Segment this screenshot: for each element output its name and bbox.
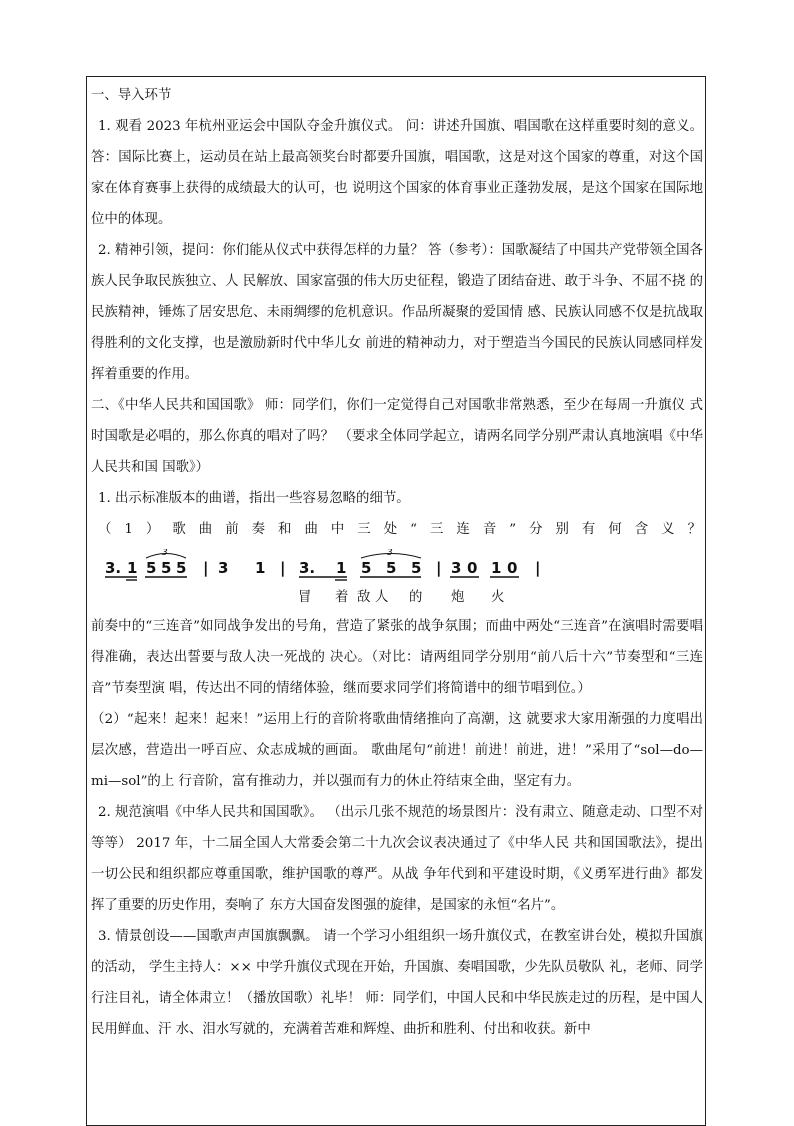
score-lyric: 炮 bbox=[451, 590, 465, 605]
question-1: （1）歌曲前奏和曲中三处“三连音”分别有何含义？ bbox=[98, 522, 703, 537]
score-note: 5 bbox=[361, 559, 372, 577]
score-note: 3. bbox=[105, 559, 122, 577]
paragraph-3: 1. 出示标准版本的曲谱，指出一些容易忽略的细节。 bbox=[98, 491, 410, 506]
score-note: 5 bbox=[146, 559, 157, 577]
score-lyric: 火 bbox=[491, 590, 505, 605]
score-lyric: 敌 bbox=[357, 590, 371, 605]
score-note: 0 bbox=[507, 559, 518, 577]
score-note: 1 bbox=[255, 559, 266, 577]
paragraph-1: 1. 观看 2023 年杭州亚运会中国队夺金升旗仪式。 问：讲述升国旗、唱国歌在这样重要时刻的意义。 答：国际比赛上，运动员在站上最高领奖台时都要升国旗，唱国歌，这是对这个国家的尊重，对这个国家在体育赛事上获得的成绩最大的认可，也 说明这个国家的体育事业正蓬勃发展，是这个国家在国际地位中的体现。 bbox=[91, 119, 703, 227]
score-note: 3. bbox=[299, 559, 316, 577]
paragraph-5: （2）“起来！起来！起来！”运用上行的音阶将歌曲情绪推向了高潮，这 就要求大家用渐强的力度唱出层次感，营造出一呼百应、众志成城的画面。 歌曲尾句“前进！前进！前进，进！”采用了“sol—do—mi—sol”的上 行音阶，富有推动力，并以强而有力的休止符结束全曲，坚定有力。 bbox=[91, 712, 703, 789]
score-lyric: 着 bbox=[335, 590, 349, 605]
section-title-anthem: 二、《中华人民共和国国歌》 师：同学们，你们一定觉得自己对国歌非常熟悉，至少在每周一升旗仪 式时国歌是必唱的，那么你真的唱对了吗？ （要求全体同学起立，请两名同学分别严肃认真地演唱《中华人民共和国 国歌》） bbox=[91, 398, 703, 475]
paragraph-6: 2. 规范演唱《中华人民共和国国歌》。 （出示几张不规范的场景图片：没有肃立、随意走动、口型不对等等） 2017 年，十二届全国人大常委会第二十九次会议表决通过了《中华人民 共和国国歌法》，提出一切公民和组织都应尊重国歌，维护国歌的尊严。从战 争年代到和平建设时期，《义勇军进行曲》都发挥了重要的历史作用，奏响了 东方大国奋发图强的旋律，是国家的永恒“名片”。 bbox=[91, 805, 703, 913]
score-note: 5 bbox=[176, 559, 187, 577]
score-barline: | bbox=[203, 559, 209, 577]
score-lyric: 人 bbox=[375, 590, 389, 605]
score-barline: | bbox=[535, 559, 541, 577]
paragraph-2: 2. 精神引领，提问：你们能从仪式中获得怎样的力量？ 答（参考）：国歌凝结了中国共产党带领全国各族人民争取民族独立、人 民解放、国家富强的伟大历史征程，锻造了团结奋进、敢于斗争、不屈不挠 的民族精神，锤炼了居安思危、未雨绸缪的危机意识。作品所凝聚的爱国情 感、民族认同感不仅是抗战取得胜利的文化支撑，也是激励新时代中华儿女 前进的精神动力，对于塑造当今国民的民族认同感同样发挥着重要的作用。 bbox=[91, 243, 703, 382]
score-lyric: 的 bbox=[409, 590, 423, 605]
music-score bbox=[91, 549, 703, 609]
score-note: 5 bbox=[161, 559, 172, 577]
triplet-mark: 3 bbox=[387, 549, 393, 558]
paragraph-7: 3. 情景创设——国歌声声国旗飘飘。 请一个学习小组组织一场升旗仪式，在教室讲台处，模拟升国旗的活动， 学生主持人：×× 中学升旗仪式现在开始，升国旗、奏唱国歌，少先队员敬队 礼，老师、同学行注目礼，请全体肃立！（播放国歌）礼毕！ 师：同学们，中国人民和中华民族走过的历程，是中国人民用鲜血、汗 水、泪水写就的，充满着苦难和辉煌、曲折和胜利、付出和收获。新中 bbox=[91, 929, 703, 1037]
score-note: 0 bbox=[467, 559, 478, 577]
score-note: 5 bbox=[411, 559, 422, 577]
score-lyric: 冒 bbox=[298, 590, 312, 605]
score-barline: | bbox=[280, 559, 286, 577]
score-svg bbox=[91, 549, 551, 609]
document-body bbox=[91, 80, 703, 1045]
score-note: 1 bbox=[127, 559, 138, 577]
score-note: 1 bbox=[336, 559, 347, 577]
paragraph-4: 前奏中的“三连音”如同战争发出的号角，营造了紧张的战争氛围；而曲中两处“三连音”在演唱时需要唱得准确，表达出誓要与敌人决一死战的 决心。（对比：请两组同学分别用“前八后十六”节奏型和“三连音”节奏型演 唱，传达出不同的情绪体验，继而要求同学们将简谱中的细节唱到位。） bbox=[91, 619, 703, 696]
section-title-intro: 一、导入环节 bbox=[91, 88, 172, 103]
score-barline: | bbox=[436, 559, 442, 577]
score-note: 1 bbox=[491, 559, 502, 577]
triplet-mark: 3 bbox=[162, 549, 168, 558]
score-note: 5 bbox=[386, 559, 397, 577]
score-note: 3 bbox=[451, 559, 462, 577]
score-note: 3 bbox=[218, 559, 229, 577]
